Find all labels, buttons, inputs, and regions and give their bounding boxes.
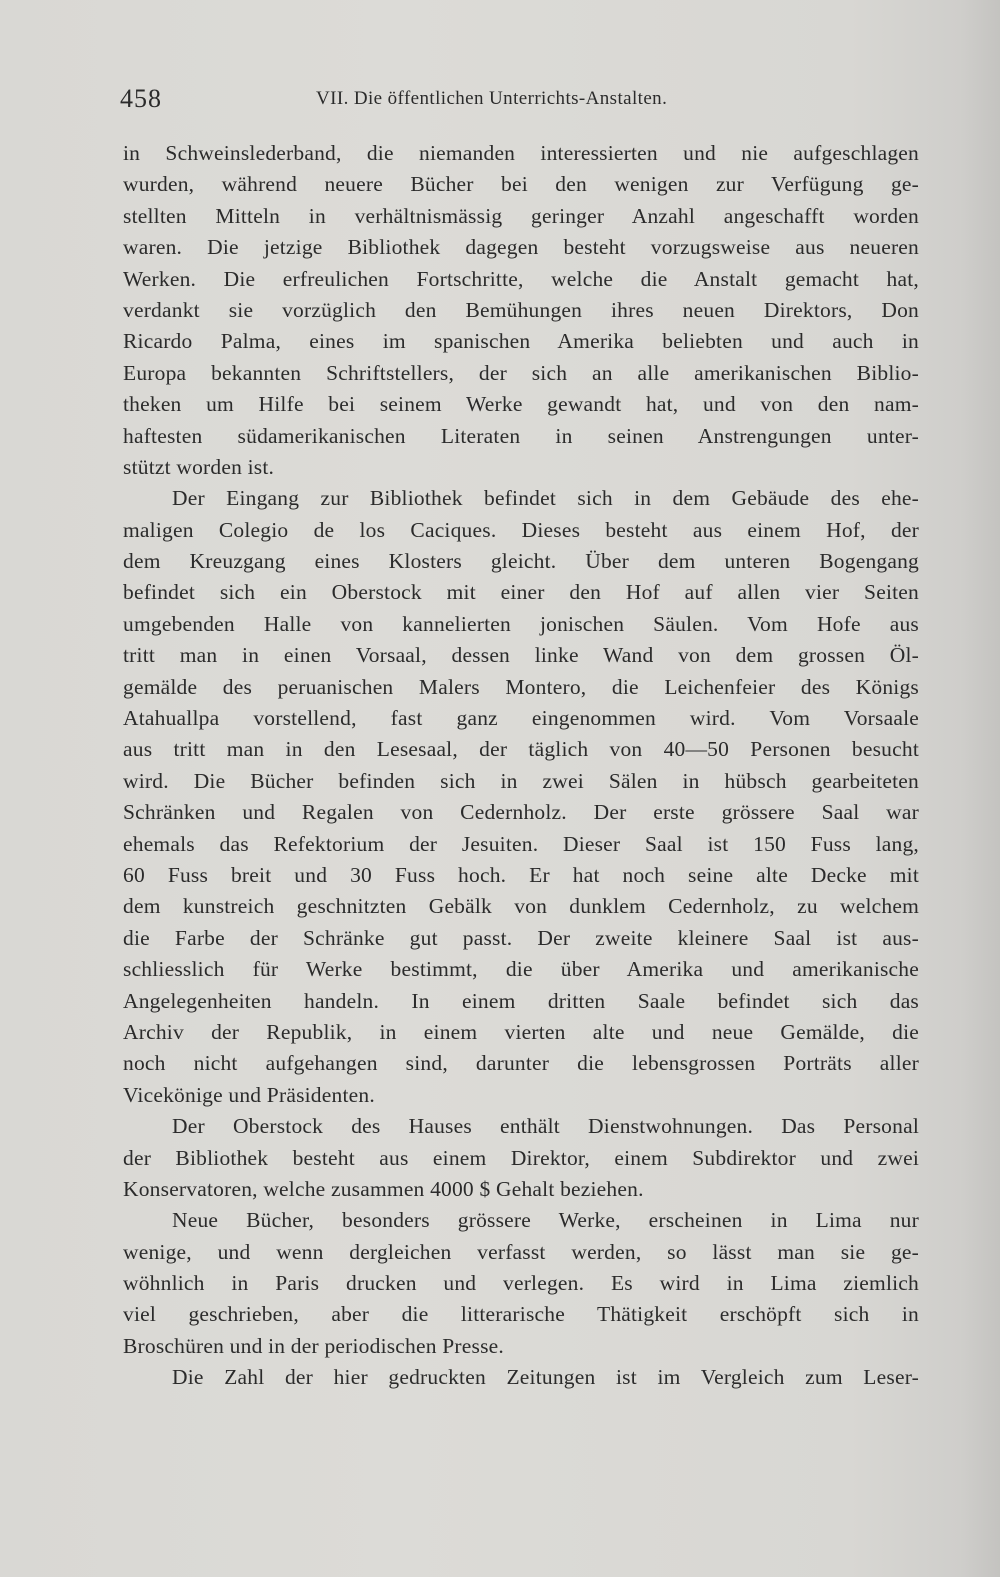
text-line: ehemals das Refektorium der Jesuiten. Dieser Saal ist 150 Fuss lang,	[123, 831, 919, 856]
text-line: der Bibliothek besteht aus einem Direktor, einem Subdirektor und zwei	[123, 1145, 919, 1170]
text-line: Vicekönige und Präsidenten.	[123, 1082, 375, 1107]
text-line: Neue Bücher, besonders grössere Werke, erscheinen in Lima nur	[172, 1208, 919, 1233]
text-line: Konservatoren, welche zusammen 4000 $ Gehalt beziehen.	[123, 1176, 644, 1201]
text-line: wenige, und wenn dergleichen verfasst werden, so lässt man sie ge-	[123, 1239, 919, 1264]
text-line: Broschüren und in der periodischen Presse.	[123, 1333, 504, 1358]
page-header	[120, 84, 720, 118]
text-line: gemälde des peruanischen Malers Montero, die Leichenfeier des Königs	[123, 674, 919, 699]
text-line: Angelegenheiten handeln. In einem dritten Saale befindet sich das	[123, 988, 919, 1013]
text-line: verdankt sie vorzüglich den Bemühungen ihres neuen Direktors, Don	[123, 297, 919, 322]
page-number: 458	[120, 84, 162, 113]
text-line: aus tritt man in den Lesesaal, der täglich von 40—50 Personen besucht	[123, 737, 919, 762]
text-line: dem Kreuzgang eines Klosters gleicht. Über dem unteren Bogengang	[123, 549, 919, 574]
text-line: die Farbe der Schränke gut passt. Der zweite kleinere Saal ist aus-	[123, 925, 919, 950]
text-line: Der Eingang zur Bibliothek befindet sich in dem Gebäude des ehe-	[172, 486, 919, 511]
body-text	[123, 138, 919, 1394]
running-title: VII. Die öffentlichen Unterrichts-Anstalten.	[316, 88, 668, 109]
text-line: Die Zahl der hier gedruckten Zeitungen ist im Vergleich zum Leser-	[172, 1365, 919, 1390]
text-line: Archiv der Republik, in einem vierten alte und neue Gemälde, die	[123, 1019, 919, 1044]
text-line: befindet sich ein Oberstock mit einer den Hof auf allen vier Seiten	[123, 580, 919, 605]
text-line: umgebenden Halle von kannelierten jonischen Säulen. Vom Hofe aus	[123, 611, 919, 636]
text-line: Der Oberstock des Hauses enthält Dienstwohnungen. Das Personal	[172, 1114, 919, 1139]
text-line: wöhnlich in Paris drucken und verlegen. Es wird in Lima ziemlich	[123, 1271, 919, 1296]
text-line: schliesslich für Werke bestimmt, die über Amerika und amerikanische	[123, 957, 919, 982]
text-line: theken um Hilfe bei seinem Werke gewandt hat, und von den nam-	[123, 392, 919, 417]
text-line: stellten Mitteln in verhältnismässig geringer Anzahl angeschafft worden	[123, 203, 919, 228]
text-line: 60 Fuss breit und 30 Fuss hoch. Er hat noch seine alte Decke mit	[123, 862, 919, 887]
text-line: viel geschrieben, aber die litterarische Thätigkeit erschöpft sich in	[123, 1302, 919, 1327]
text-line: noch nicht aufgehangen sind, darunter die lebensgrossen Porträts aller	[123, 1051, 919, 1076]
text-line: tritt man in einen Vorsaal, dessen linke Wand von dem grossen Öl-	[123, 643, 919, 668]
text-line: in Schweinslederband, die niemanden interessierten und nie aufgeschlagen	[123, 141, 919, 165]
text-line: waren. Die jetzige Bibliothek dagegen besteht vorzugsweise aus neueren	[123, 235, 919, 260]
text-line: Ricardo Palma, eines im spanischen Amerika beliebten und auch in	[123, 329, 919, 354]
text-line: haftesten südamerikanischen Literaten in seinen Anstrengungen unter-	[123, 423, 919, 448]
text-line: wird. Die Bücher befinden sich in zwei Sälen in hübsch gearbeiteten	[123, 768, 919, 793]
text-line: Atahuallpa vorstellend, fast ganz eingenommen wird. Vom Vorsaale	[123, 706, 919, 731]
text-line: Europa bekannten Schriftstellers, der sich an alle amerikanischen Biblio-	[123, 360, 919, 385]
text-line: wurden, während neuere Bücher bei den wenigen zur Verfügung ge-	[123, 172, 919, 197]
text-line: stützt worden ist.	[123, 454, 275, 479]
text-line: dem kunstreich geschnitzten Gebälk von dunklem Cedernholz, zu welchem	[123, 894, 919, 919]
text-line: Schränken und Regalen von Cedernholz. Der erste grössere Saal war	[123, 800, 919, 825]
text-line: Werken. Die erfreulichen Fortschritte, welche die Anstalt gemacht hat,	[123, 266, 919, 291]
text-line: maligen Colegio de los Caciques. Dieses besteht aus einem Hof, der	[123, 517, 919, 542]
